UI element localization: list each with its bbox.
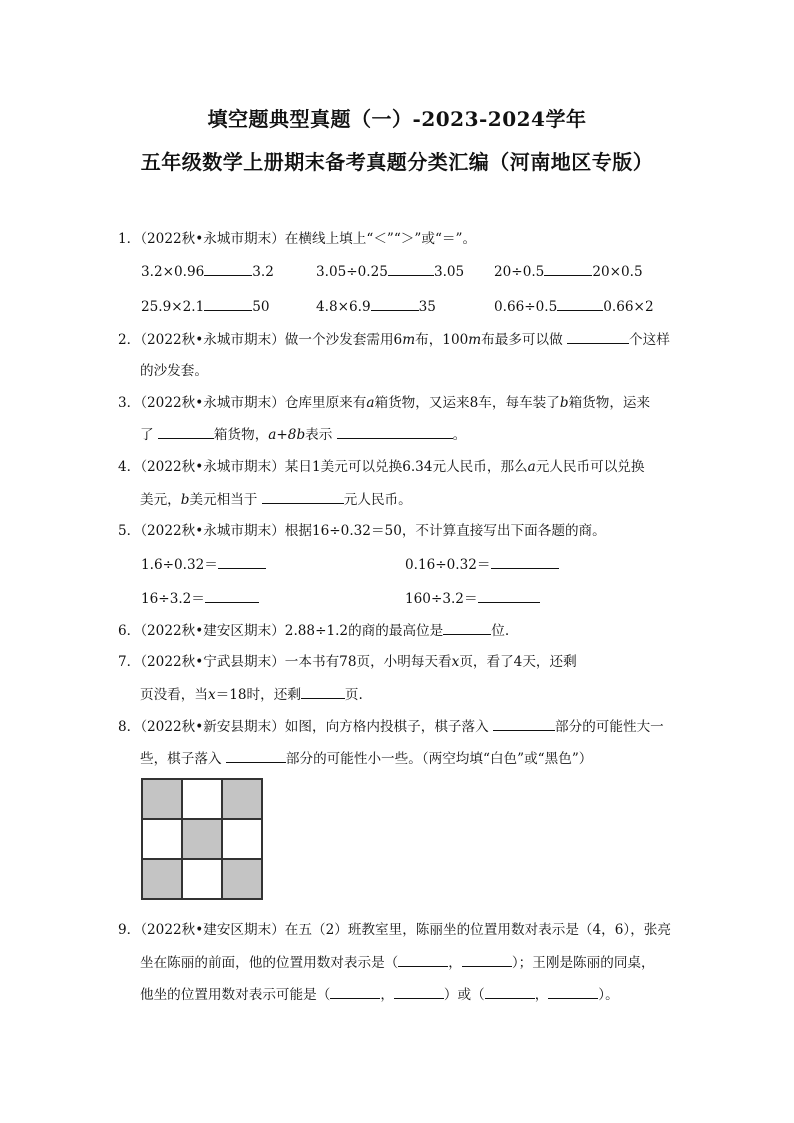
blank[interactable] bbox=[330, 985, 380, 999]
question-1-row2-a: 25.9×2.1 50 bbox=[141, 299, 270, 315]
blank[interactable] bbox=[301, 685, 345, 699]
blank[interactable] bbox=[567, 330, 629, 344]
question-9-line2: 坐在陈丽的前面，他的位置用数对表示是（ ， ）；王刚是陈丽的同桌， bbox=[140, 955, 655, 971]
blank[interactable] bbox=[544, 262, 592, 276]
grid-cell bbox=[142, 779, 182, 819]
question-1-row2-b: 4.8×6.9 35 bbox=[316, 299, 436, 315]
question-4-line1: 4．（2022秋•永城市期末）某日1美元可以兑换6.34元人民币，那么a元人民币可以兑换 bbox=[118, 459, 645, 475]
blank[interactable] bbox=[262, 490, 344, 504]
grid-cell bbox=[222, 779, 262, 819]
blank[interactable] bbox=[204, 262, 252, 276]
blank[interactable] bbox=[158, 425, 214, 439]
blank[interactable] bbox=[394, 985, 444, 999]
blank[interactable] bbox=[485, 985, 535, 999]
question-6: 6．（2022秋•建安区期末）2.88÷1.2的商的最高位是 位. bbox=[118, 623, 510, 639]
blank[interactable] bbox=[491, 555, 559, 569]
blank[interactable] bbox=[478, 589, 540, 603]
question-8-line1: 8．（2022秋•新安县期末）如图，向方格内投棋子，棋子落入 部分的可能性大一 bbox=[118, 719, 664, 735]
blank[interactable] bbox=[493, 717, 555, 731]
question-1-row1-b: 3.05÷0.25 3.05 bbox=[316, 264, 465, 280]
grid-cell bbox=[182, 859, 222, 899]
question-3-line1: 3．（2022秋•永城市期末）仓库里原来有a箱货物，又运来8车，每车装了b箱货物，运来 bbox=[118, 395, 651, 411]
blank[interactable] bbox=[443, 621, 491, 635]
chess-grid-figure bbox=[141, 778, 263, 900]
document-title-line1: 填空题典型真题（一）-2023-2024学年 bbox=[207, 107, 587, 131]
question-5-item-4: 160÷3.2＝ bbox=[405, 589, 540, 608]
question-2-line2: 的沙发套。 bbox=[140, 363, 208, 379]
question-9-line1: 9．（2022秋•建安区期末）在五（2）班教室里，陈丽坐的位置用数对表示是（4，6），张亮 bbox=[118, 922, 671, 938]
blank[interactable] bbox=[226, 749, 286, 763]
blank[interactable] bbox=[218, 555, 266, 569]
question-5-item-3: 16÷3.2＝ bbox=[141, 589, 259, 608]
question-4-line2: 美元，b美元相当于 元人民币。 bbox=[140, 492, 412, 508]
question-1-row1-c: 20÷0.5 20×0.5 bbox=[494, 264, 643, 280]
blank[interactable] bbox=[205, 589, 259, 603]
grid-cell bbox=[142, 819, 182, 859]
question-7-line2: 页没看，当x＝18时，还剩 页. bbox=[140, 687, 363, 703]
question-3-line2: 了 箱货物，a+8b表示 。 bbox=[140, 427, 467, 443]
question-5-item-1: 1.6÷0.32＝ bbox=[141, 555, 266, 574]
question-2-line1: 2．（2022秋•永城市期末）做一个沙发套需用6m布，100m布最多可以做 个这样 bbox=[118, 332, 670, 348]
question-7-line1: 7．（2022秋•宁武县期末）一本书有78页，小明每天看x页，看了4天，还剩 bbox=[118, 654, 577, 670]
question-1-text: 1．（2022秋•永城市期末）在横线上填上“＜”“＞”或“＝”。 bbox=[118, 231, 477, 247]
blank[interactable] bbox=[204, 297, 252, 311]
question-1-row2-c: 0.66÷0.5 0.66×2 bbox=[494, 299, 654, 315]
blank[interactable] bbox=[557, 297, 603, 311]
grid-cell bbox=[182, 779, 222, 819]
blank[interactable] bbox=[398, 953, 448, 967]
question-5-item-2: 0.16÷0.32＝ bbox=[405, 555, 559, 574]
blank[interactable] bbox=[462, 953, 512, 967]
question-9-line3: 他坐的位置用数对表示可能是（ ， ）或（ ， ）。 bbox=[140, 987, 619, 1003]
question-1-row1-a: 3.2×0.96 3.2 bbox=[141, 264, 274, 280]
grid-cell bbox=[222, 859, 262, 899]
blank[interactable] bbox=[388, 262, 434, 276]
blank[interactable] bbox=[337, 425, 453, 439]
grid-cell bbox=[142, 859, 182, 899]
blank[interactable] bbox=[548, 985, 598, 999]
grid-cell bbox=[182, 819, 222, 859]
question-5-text: 5．（2022秋•永城市期末）根据16÷0.32＝50，不计算直接写出下面各题的商。 bbox=[118, 523, 606, 539]
document-title-line2: 五年级数学上册期末备考真题分类汇编（河南地区专版） bbox=[140, 150, 654, 174]
grid-cell bbox=[222, 819, 262, 859]
question-8-line2: 些，棋子落入 部分的可能性小一些。（两空均填“白色”或“黑色”） bbox=[140, 751, 593, 767]
blank[interactable] bbox=[371, 297, 419, 311]
